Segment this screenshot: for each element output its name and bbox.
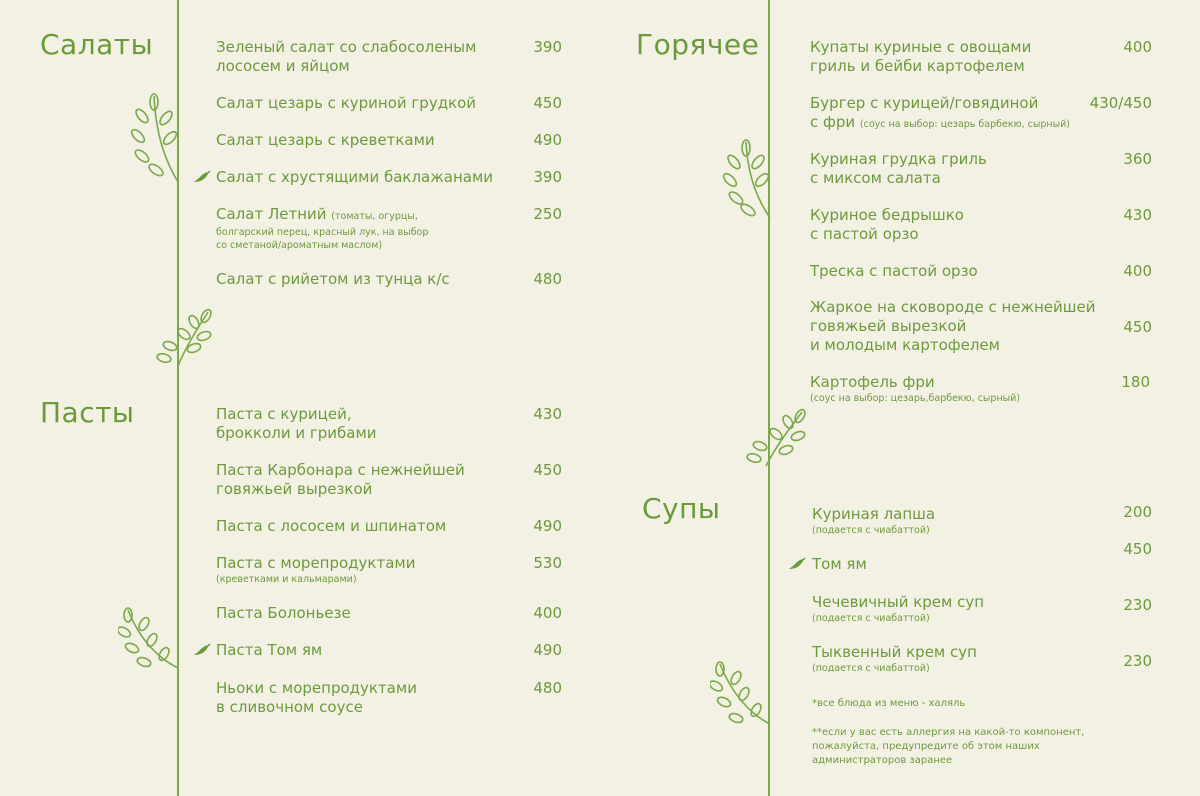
item-note-inline: (соус на выбор: цезарь барбекю, сырный) [859, 119, 1070, 130]
menu-item [216, 94, 476, 113]
item-price: 360 [1123, 150, 1152, 168]
item-name: Паста Болоньезе [216, 604, 351, 622]
chili-pepper-icon [193, 170, 211, 184]
item-price: 390 [533, 38, 562, 56]
item-price: 250 [533, 205, 562, 223]
footnote-allergy: **если у вас есть аллергия на какой-то компонент, пожалуйста, предупредите об этом наших администраторов заранее [812, 727, 1085, 766]
item-name: Том ям [812, 555, 867, 573]
menu-item [216, 554, 415, 586]
item-name: Паста Карбонара с нежнейшей говяжьей вырезкой [216, 461, 465, 498]
menu-item [812, 555, 867, 574]
item-note: (подается с чиабаттой) [812, 663, 930, 674]
menu-item [216, 517, 446, 536]
item-name: Паста с курицей, брокколи и грибами [216, 405, 377, 442]
item-price: 400 [1123, 262, 1152, 280]
section-title-hot: Горячее [636, 28, 760, 61]
item-price: 390 [533, 168, 562, 186]
item-note: (соус на выбор: цезарь,барбекю, сырный) [810, 393, 1021, 404]
item-name: Картофель фри [810, 373, 935, 391]
item-price: 230 [1123, 652, 1152, 670]
item-price: 430 [1123, 206, 1152, 224]
menu-item [216, 168, 493, 187]
item-name: Тыквенный крем суп [812, 643, 977, 661]
item-name-row [810, 113, 1070, 134]
item-price: 180 [1121, 373, 1150, 391]
item-price: 490 [533, 517, 562, 535]
item-name: Треска с пастой орзо [810, 262, 978, 280]
item-price: 490 [533, 131, 562, 149]
leaf-sprig-icon [710, 660, 772, 728]
item-name: Куриная лапша [812, 505, 936, 523]
item-price: 450 [1123, 318, 1152, 336]
item-name-row [216, 205, 428, 226]
item-price: 480 [533, 679, 562, 697]
menu-item [216, 461, 465, 499]
menu-item [216, 205, 428, 252]
menu-item [810, 150, 987, 188]
menu-item [812, 593, 984, 625]
menu-item [216, 641, 322, 660]
item-note: (подается с чиабаттой) [812, 525, 930, 536]
item-name: Салат с хрустящими баклажанами [216, 168, 494, 186]
item-note: (креветками и кальмарами) [216, 574, 357, 585]
item-name-cont: с фри [810, 113, 856, 131]
item-name: Паста с лососем и шпинатом [216, 517, 447, 535]
item-name: Чечевичный крем суп [812, 593, 985, 611]
item-name: Салат с рийетом из тунца к/с [216, 270, 450, 288]
leaf-sprig-icon [118, 606, 180, 672]
menu-item [810, 206, 964, 244]
item-price: 400 [1123, 38, 1152, 56]
item-price: 450 [533, 94, 562, 112]
leaf-sprig-icon [150, 306, 214, 368]
item-name: Жаркое на сковороде с нежнейшей говяжьей вырезкой и молодым картофелем [810, 298, 1096, 354]
chili-pepper-icon [788, 557, 806, 571]
menu-item [216, 38, 476, 76]
menu-item [216, 604, 351, 623]
item-price: 450 [1123, 540, 1152, 558]
item-price: 400 [533, 604, 562, 622]
leaf-sprig-icon [718, 138, 772, 220]
item-note-inline: (томаты, огурцы, [331, 211, 418, 222]
menu-item [810, 373, 1020, 405]
menu-item [812, 643, 977, 675]
menu-item [216, 679, 417, 717]
item-name: Салат Летний [216, 205, 327, 223]
menu-item [812, 505, 935, 537]
menu-item [216, 131, 435, 150]
menu-item [810, 94, 1070, 134]
menu-item [810, 298, 1096, 355]
item-price: 230 [1123, 596, 1152, 614]
item-name: Паста Том ям [216, 641, 323, 659]
item-price: 530 [533, 554, 562, 572]
item-price: 480 [533, 270, 562, 288]
item-name: Салат цезарь с креветками [216, 131, 435, 149]
section-title-salads: Салаты [40, 28, 154, 61]
item-note: болгарский перец, красный лук, на выбор со сметаной/ароматным маслом) [216, 227, 429, 251]
item-price: 490 [533, 641, 562, 659]
chili-pepper-icon [193, 643, 211, 657]
item-name: Куриное бедрышко с пастой орзо [810, 206, 964, 243]
item-name: Салат цезарь с куриной грудкой [216, 94, 477, 112]
footnote-halal: *все блюда из меню - халяль [812, 698, 966, 709]
item-name: Купаты куриные с овощами гриль и бейби картофелем [810, 38, 1032, 75]
menu-item [810, 262, 978, 281]
item-name: Паста с морепродуктами [216, 554, 416, 572]
section-title-pasta: Пасты [40, 396, 135, 429]
menu-item [216, 270, 450, 289]
menu-item [216, 405, 377, 443]
leaf-sprig-icon [742, 406, 808, 468]
menu-item [810, 38, 1031, 76]
item-price: 430/450 [1089, 94, 1152, 112]
item-name: Зеленый салат со слабосоленым лососем и яйцом [216, 38, 477, 75]
section-title-soups: Супы [642, 492, 721, 525]
item-name: Бургер с курицей/говядиной [810, 94, 1039, 112]
item-price: 450 [533, 461, 562, 479]
leaf-sprig-icon [126, 92, 180, 184]
item-note: (подается с чиабаттой) [812, 613, 930, 624]
item-price: 200 [1123, 503, 1152, 521]
item-name: Куриная грудка гриль с миксом салата [810, 150, 987, 187]
item-price: 430 [533, 405, 562, 423]
item-name: Ньоки с морепродуктами в сливочном соусе [216, 679, 417, 716]
